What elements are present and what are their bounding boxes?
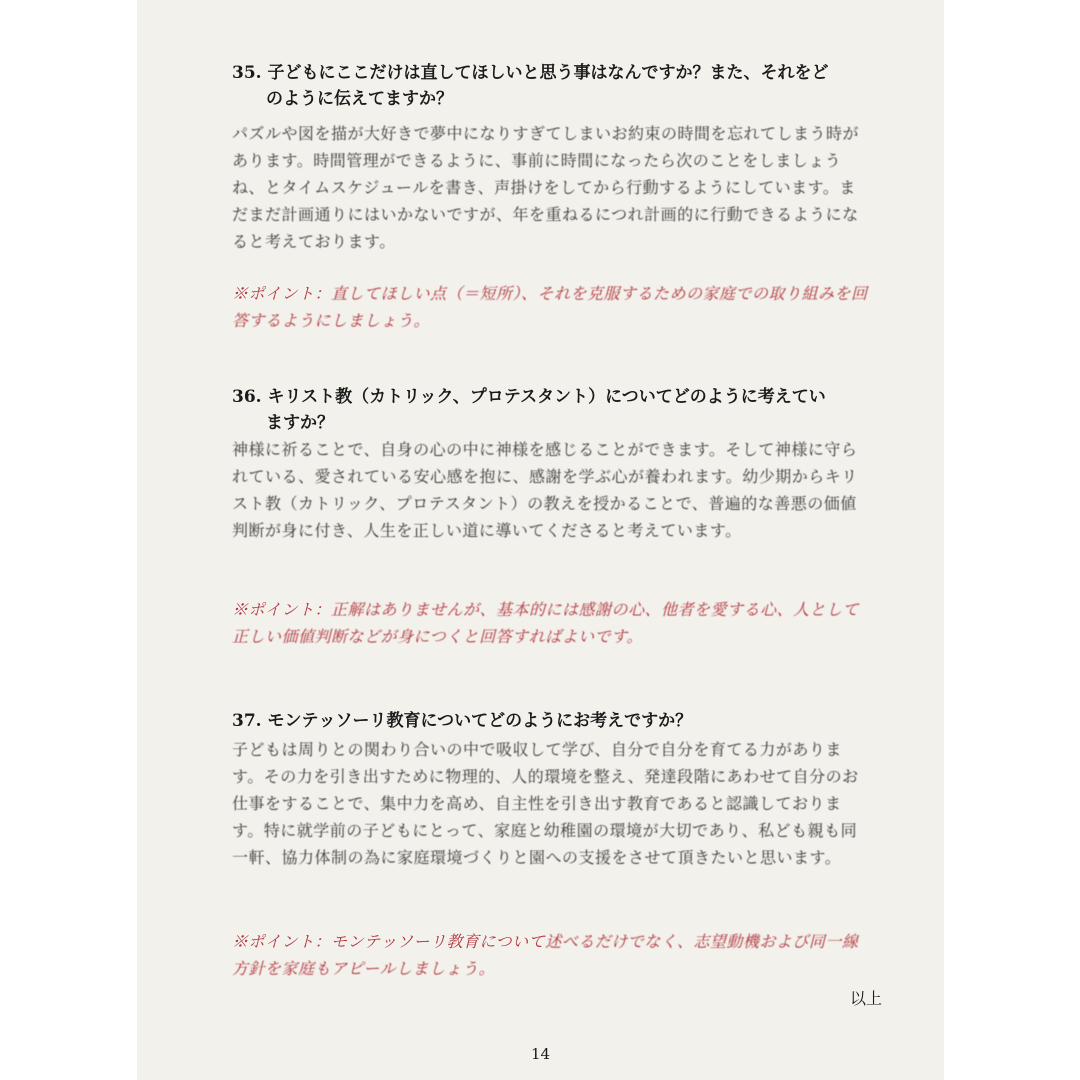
question-36-line1: 36. キリスト教（カトリック、プロテスタント）についてどのように考えてい (232, 387, 826, 407)
point-35 (232, 280, 872, 334)
question-37-line1: 37. モンテッソーリ教育についてどのようにお考えですか？ (232, 711, 693, 731)
point-35-text: 直してほしい点（＝短所）、それを克服するための家庭での取り組みを回答するようにしましょう。 (232, 284, 868, 330)
answer-37: 子どもは周りとの関わり合いの中で吸収して学び、自分で自分を育てる力があります。その力を引き出すために物理的、人的環境を整え、発達段階にあわせて自分のお仕事をすることで、集中力を高め、自主性を引き出す教育であると認識しております。特に就学前の子どもにとって、家庭と幼稚園の環境が大切であり、私ども親も同一軒、協力体制の為に家庭環境づくりと園への支援をさせて頂きたいと思います。 (232, 740, 859, 867)
question-37 (232, 708, 872, 734)
answer-36: 神様に祈ることで、自身の心の中に神様を感じることができます。そして神様に守られている、愛されている安心感を抱に、感謝を学ぶ心が養われます。幼少期からキリスト教（カトリック、プロテスタント）の教えを授かることで、普遍的な善悪の価値判断が身に付き、人生を正しい道に導いてくださると考えています。 (232, 440, 858, 540)
point-37-label: ※ポイント：モンテッソーリ教育について (232, 932, 546, 951)
closing-text: 以上 (849, 989, 882, 1008)
point-36 (232, 596, 872, 650)
point-36-label: ※ポイント： (232, 600, 332, 619)
point-36-text: 正解はありませんが、基本的には感謝の心、他者を愛する心、人として正しい価値判断などが身につくと回答すればよいです。 (232, 600, 860, 646)
question-35 (232, 60, 872, 112)
question-36 (232, 384, 872, 436)
point-37-text: 述べるだけでなく、志望動機および同一線方針を家庭もアピールしましょう。 (232, 932, 859, 978)
question-35-line2: のように伝えてますか？ (266, 89, 453, 109)
question-36-line2: ますか？ (266, 413, 334, 433)
document-page (137, 0, 944, 1080)
point-35-label: ※ポイント： (232, 284, 332, 303)
answer-35: パズルや図を描が大好きで夢中になりすぎてしまいお約束の時間を忘れてしまう時があります。時間管理ができるように、事前に時間になったら次のことをしましょうね、とタイムスケジュールを書き、声掛けをしてから行動するようにしています。まだまだ計画通りにはいかないですが、年を重ねるにつれ計画的に行動できるようになると考えております。 (232, 124, 860, 251)
point-37 (232, 928, 872, 982)
question-35-line1: 35. 子どもにここだけは直してほしいと思う事はなんですか？また、それをど (232, 63, 829, 83)
page-number: 14 (530, 1045, 551, 1063)
